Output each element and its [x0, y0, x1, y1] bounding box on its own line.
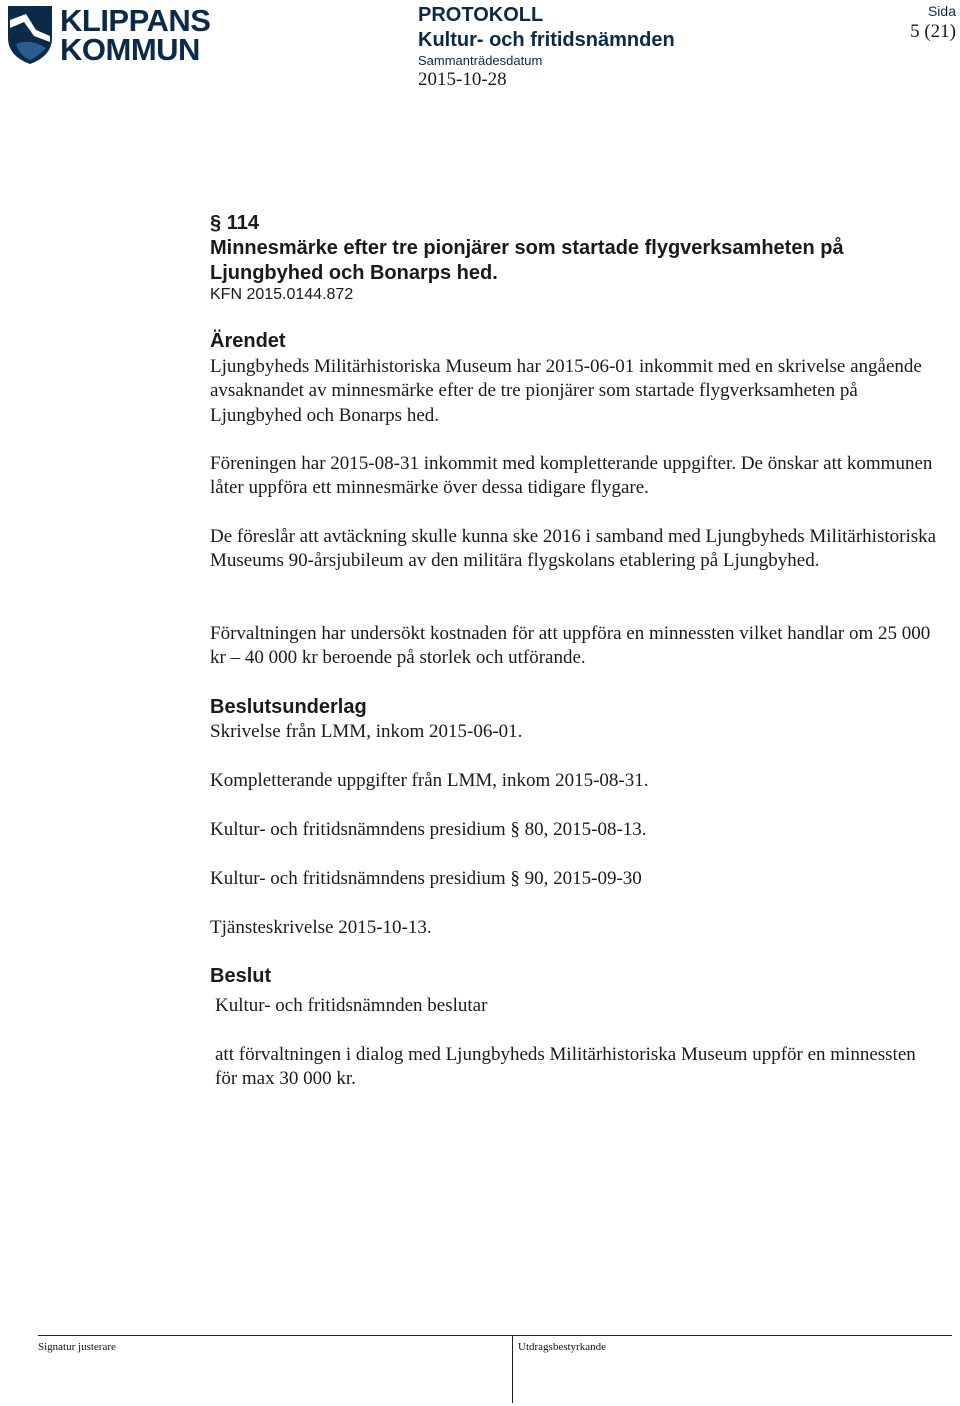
- beslut-intro: Kultur- och fritidsnämnden beslutar: [215, 995, 488, 1016]
- underlag-item: Kultur- och fritidsnämndens presidium § 90, 2015-09-30: [210, 868, 642, 889]
- logo-line-2: KOMMUN: [60, 32, 200, 67]
- meeting-date-label: Sammanträdesdatum: [418, 53, 543, 68]
- extract-certification-label: Utdragsbestyrkande: [518, 1341, 606, 1353]
- arendet-paragraph-3: De föreslår att avtäckning skulle kunna ske 2016 i samband med Ljungbyheds Militärhistoriska Museums 90-årsjubileum av den militära flygskolans etablering på Ljungbyhed.: [210, 526, 937, 572]
- beslut-decision: att förvaltningen i dialog med Ljungbyheds Militärhistoriska Museum uppför en minnessten för max 30 000 kr.: [215, 1044, 916, 1090]
- meeting-date: 2015-10-28: [418, 69, 507, 90]
- footer-divider: [512, 1335, 513, 1403]
- underlag-item: Tjänsteskrivelse 2015-10-13.: [210, 917, 432, 938]
- signature-field-label: Signatur justerare: [38, 1341, 116, 1353]
- arendet-paragraph-1: Ljungbyheds Militärhistoriska Museum har 2015-06-01 inkommit med en skrivelse angående avsaknandet av minnesmärke efter de tre pionjärer som startade flygverksamheten på Ljungbyhed och Bonarps hed.: [210, 356, 922, 426]
- case-reference: KFN 2015.0144.872: [210, 286, 354, 303]
- heading-beslutsunderlag: Beslutsunderlag: [210, 696, 367, 718]
- logo-line-1: KLIPPANS: [60, 3, 211, 38]
- section-number: [210, 212, 259, 235]
- heading-arendet: Ärendet: [210, 330, 286, 352]
- underlag-item: Kultur- och fritidsnämndens presidium § 80, 2015-08-13.: [210, 819, 647, 840]
- committee-name: Kultur- och fritidsnämnden: [418, 29, 675, 51]
- underlag-item: Kompletterande uppgifter från LMM, inkom 2015-08-31.: [210, 770, 649, 791]
- page-number: 5 (21): [910, 21, 956, 42]
- section-number-value: 114: [226, 212, 259, 234]
- paragraph-sign: §: [210, 212, 222, 234]
- coat-of-arms-icon: [6, 4, 54, 66]
- heading-beslut: Beslut: [210, 965, 272, 987]
- underlag-item: Skrivelse från LMM, inkom 2015-06-01.: [210, 721, 523, 742]
- municipality-logo: [6, 4, 216, 68]
- document-type: PROTOKOLL: [418, 4, 544, 26]
- arendet-paragraph-4: Förvaltningen har undersökt kostnaden för att uppföra en minnessten vilket handlar om 25 000 kr – 40 000 kr beroende på storlek och utförande.: [210, 623, 931, 669]
- page-label: Sida: [927, 3, 956, 19]
- footer-rule: [38, 1335, 952, 1336]
- arendet-paragraph-2: Föreningen har 2015-08-31 inkommit med kompletterande uppgifter. De önskar att kommunen låter uppföra ett minnesmärke över dessa tidigare flygare.: [210, 453, 933, 499]
- section-title: Minnesmärke efter tre pionjärer som startade flygverksamheten på Ljungbyhed och Bonarps hed.: [210, 237, 844, 284]
